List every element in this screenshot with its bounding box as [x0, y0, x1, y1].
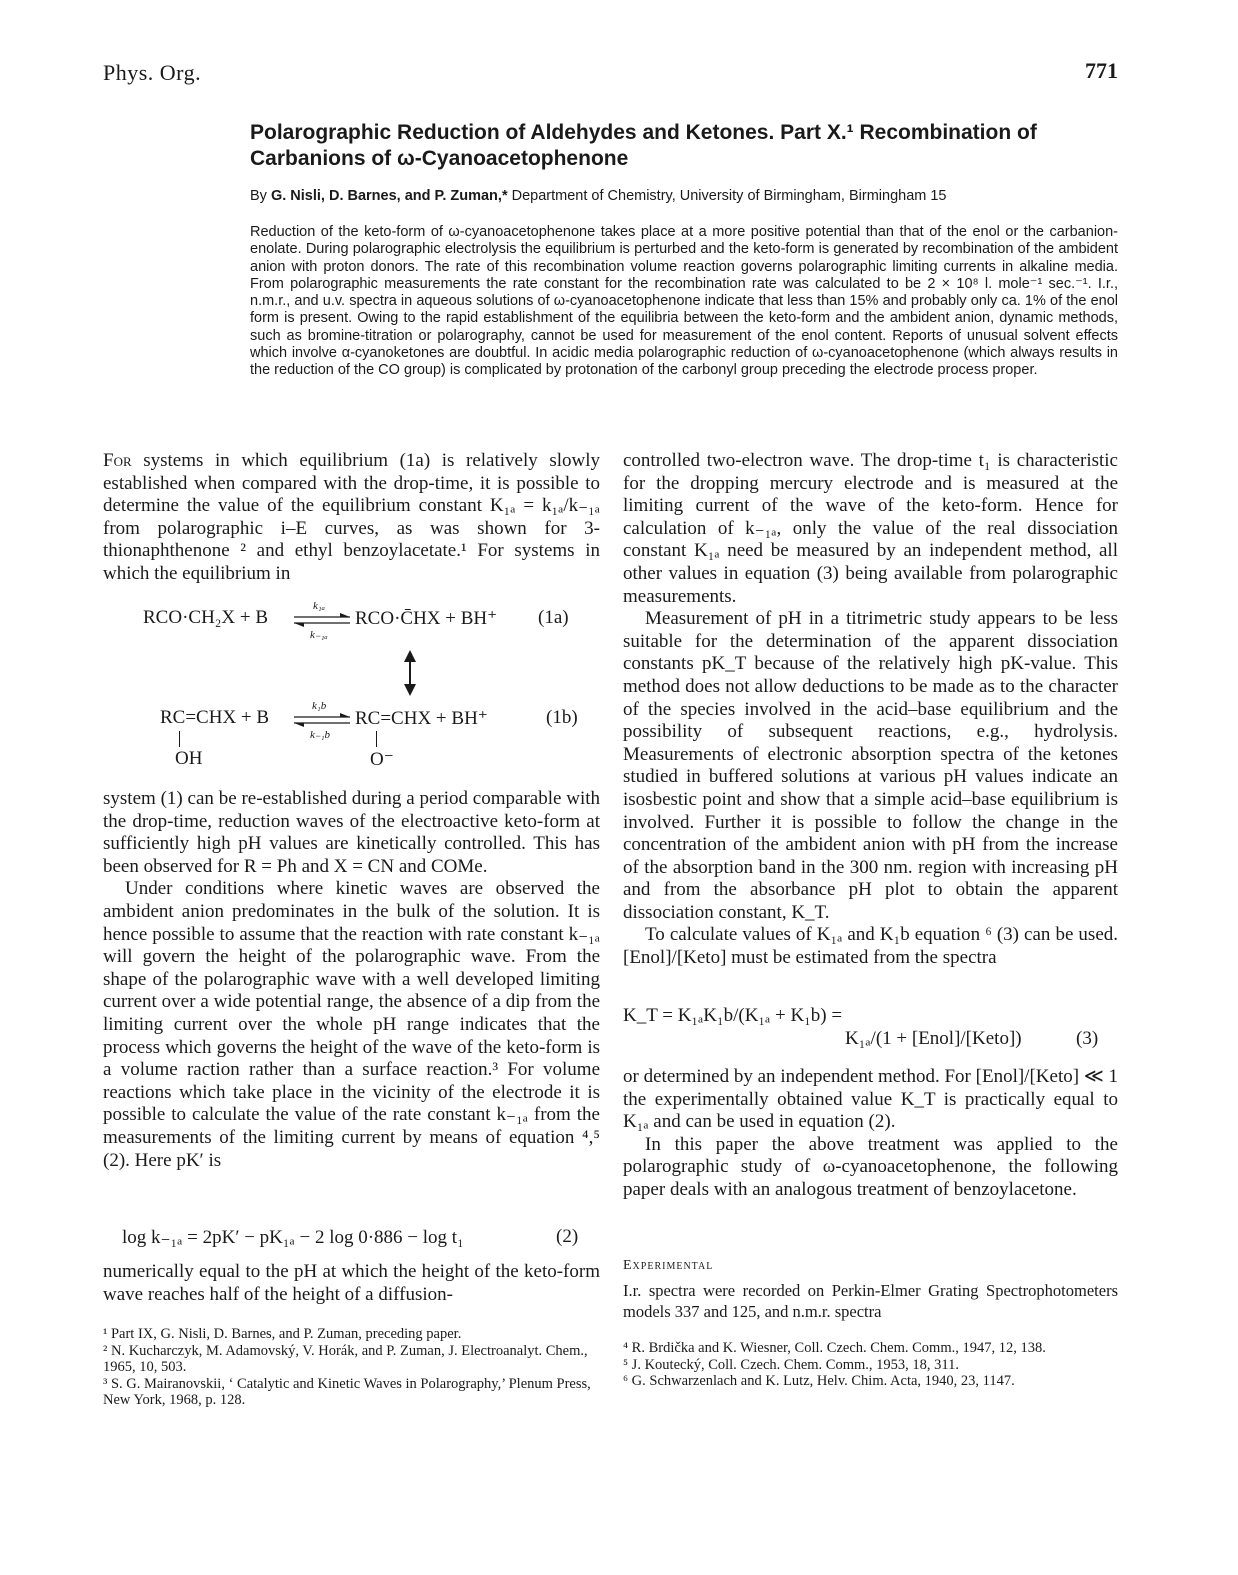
hydroxyl-group: OH	[175, 748, 203, 769]
left-column-end	[103, 1261, 600, 1306]
footnotes-right	[623, 1340, 1118, 1390]
reaction-1a-right: RCO·C̄HX + BH⁺	[355, 608, 498, 629]
left-column-intro	[103, 450, 600, 586]
rate-k1a: k₁ₐ	[313, 600, 325, 612]
paragraph: In this paper the above treatment was applied to the polarographic study of ω-cyanoacetophenone, the following paper deals with an analogous treatment of benzoylacetone.	[623, 1133, 1118, 1200]
footnotes-left	[103, 1326, 600, 1409]
authors: G. Nisli, D. Barnes, and P. Zuman,*	[270, 188, 508, 204]
equation-number-2: (2)	[556, 1226, 579, 1247]
footnote: ⁴ R. Brdička and K. Wiesner, Coll. Czech. Chem. Comm., 1947, 12, 138.	[623, 1340, 1046, 1356]
equation-3-line2: K₁ₐ/(1 + [Enol]/[Keto])	[845, 1028, 1022, 1049]
paragraph: controlled two-electron wave. The drop-time t₁ is characteristic for the dropping mercury electrode and is measured at the limiting current of the wave of the keto-form. Hence for calculation of k₋₁ₐ, only the value of the real dissociation constant K₁ₐ need be measured by an independent method, all other values in equation (3) being available from polarographic measurements.	[623, 450, 1118, 607]
equilibrium-arrow-1a	[292, 613, 354, 627]
paragraph: Under conditions where kinetic waves are observed the ambident anion predominates in the bulk of the solution. It is hence possible to assume that the reaction with rate constant k₋₁ₐ will govern the height of the polarographic wave. From the shape of the polarographic wave with a well developed limiting current over a wide potential range, the absence of a dip from the limiting current over the whole pH range indicates that the process which governs the height of the wave of the keto-form is a volume raction rather than a surface reaction.³ For volume reactions which take place in the vicinity of the electrode it is possible to calculate the value of the rate constant k₋₁ₐ from the measurements of the limiting current by means of equation ⁴,⁵ (2). Here pK′ is	[103, 878, 600, 1171]
abstract: Reduction of the keto-form of ω-cyanoacetophenone takes place at a more positive potential than that of the enol or the carbanion-enolate. During polarographic electrolysis the equilibrium is perturbed and the keto-form is generated by recombination of the ambident anion with proton donors. The rate of this recombination volume reaction governs polarographic limiting currents in alkaline media. From polarographic measurements the rate constant for the recombination rate was calculated to be 2 × 10⁸ l. mole⁻¹ sec.⁻¹. I.r., n.m.r., and u.v. spectra in aqueous solutions of ω-cyanoacetophenone indicate that less than 15% and probably only ca. 1% of the enol form is present. Owing to the rapid establishment of the equilibria between the keto-form and the ambident anion, dynamic methods, such as bromine-titration or polarography, cannot be used for measurement of the enol content. Reports of unusual solvent effects which involve α-cyanoketones are doubtful. In acidic media polarographic reduction of ω-cyanoacetophenone (which always results in the reduction of the CO group) is complicated by protonation of the carbonyl group preceding the electrode process proper.	[250, 224, 1118, 379]
right-column-body	[623, 450, 1118, 970]
affiliation: Department of Chemistry, University of Birmingham, Birmingham 15	[511, 188, 947, 204]
footnote: ³ S. G. Mairanovskii, ‘ Catalytic and Kinetic Waves in Polarography,’ Plenum Press, New York, 1968, p. 128.	[103, 1375, 591, 1408]
rate-km1b: k₋₁b	[310, 729, 331, 741]
reaction-1a-left: RCO·CH₂X + B	[143, 607, 269, 628]
equation-3-line1: K_T = K₁ₐK₁b/(K₁ₐ + K₁b) =	[623, 1005, 843, 1026]
right-column-cont	[623, 1066, 1118, 1202]
bond-line	[376, 731, 377, 747]
experimental-heading: Experimental	[623, 1258, 714, 1273]
paragraph: Measurement of pH in a titrimetric study appears to be less suitable for the determination of the apparent dissociation constants pK_T because of the relatively high pK-value. This method does not allow deductions to be made as to the character of the species involved in the acid–base equilibrium and the possibility of subsequent reactions, e.g., hydrolysis. Measurements of electronic absorption spectra of the ketones studied in buffered solutions at various pH values indicate an isosbestic point and show that a simple acid–base equilibrium is involved. Further it is possible to follow the change in the concentration of the ambident anion with pH from the increase of the absorption band in the 300 nm. region with increasing pH and from the absorbance pH plot to obtain the apparent dissociation constant, K_T.	[623, 608, 1118, 923]
left-column-body	[103, 788, 600, 1172]
drop-word: For	[103, 450, 132, 471]
vertical-equilibrium-arrow	[402, 650, 418, 696]
equation-number-1b: (1b)	[546, 707, 578, 728]
equilibrium-arrow-1b	[292, 713, 354, 727]
footnote: ⁶ G. Schwarzenlach and K. Lutz, Helv. Chim. Acta, 1940, 23, 1147.	[623, 1373, 1015, 1389]
footnote: ² N. Kucharczyk, M. Adamovský, V. Horák, and P. Zuman, J. Electroanalyt. Chem., 1965, 10, 503.	[103, 1342, 588, 1375]
paragraph	[103, 450, 600, 586]
equation-2: log k₋₁ₐ = 2pK′ − pK₁ₐ − 2 log 0·886 − log t₁	[122, 1227, 464, 1248]
equation-number-1a: (1a)	[538, 607, 569, 628]
rate-km1a: k₋₁ₐ	[310, 629, 328, 641]
article-title: Polarographic Reduction of Aldehydes and Ketones. Part X.¹ Recombination of Carbanions of ω-Cyanoacetophenone	[250, 121, 1037, 170]
paragraph: system (1) can be re-established during a period comparable with the drop-time, reduction waves of the electroactive keto-form at sufficiently high pH values are kinetically controlled. This has been observed for R = Ph and X = CN and COMe.	[103, 788, 600, 877]
equation-number-3: (3)	[1076, 1028, 1099, 1049]
page-number: 771	[1085, 58, 1118, 83]
footnote: ¹ Part IX, G. Nisli, D. Barnes, and P. Zuman, preceding paper.	[103, 1326, 462, 1342]
paragraph: numerically equal to the pH at which the height of the keto-form wave reaches half of the height of a diffusion-	[103, 1261, 600, 1305]
rate-k1b: k₁b	[312, 700, 327, 712]
experimental-text: I.r. spectra were recorded on Perkin-Elmer Grating Spectrophotometers models 337 and 125, and n.m.r. spectra	[623, 1281, 1118, 1321]
reaction-1b-left: RC=CHX + B	[160, 707, 270, 728]
paragraph: or determined by an independent method. For [Enol]/[Keto] ≪ 1 the experimentally obtained value K_T is practically equal to K₁ₐ and can be used in equation (2).	[623, 1066, 1118, 1133]
bond-line	[179, 731, 180, 747]
paragraph: To calculate values of K₁ₐ and K₁b equation ⁶ (3) can be used. [Enol]/[Keto] must be estimated from the spectra	[623, 924, 1118, 969]
byline	[250, 188, 1120, 204]
reaction-1b-right: RC=CHX + BH⁺	[355, 708, 488, 729]
paragraph-text: systems in which equilibrium (1a) is relatively slowly established when compared with the drop-time, it is possible to determine the value of the equilibrium constant K₁ₐ = k₁ₐ/k₋₁ₐ from polarographic i–E curves, as was shown for 3-thionaphthenone ² and ethyl benzoylacetate.¹ For systems in which the equilibrium in	[103, 450, 600, 584]
footnote: ⁵ J. Koutecký, Coll. Czech. Chem. Comm., 1953, 18, 311.	[623, 1356, 959, 1373]
oxide-group: O⁻	[370, 749, 394, 770]
byline-prefix: By	[250, 188, 267, 204]
journal-section: Phys. Org.	[103, 60, 202, 85]
